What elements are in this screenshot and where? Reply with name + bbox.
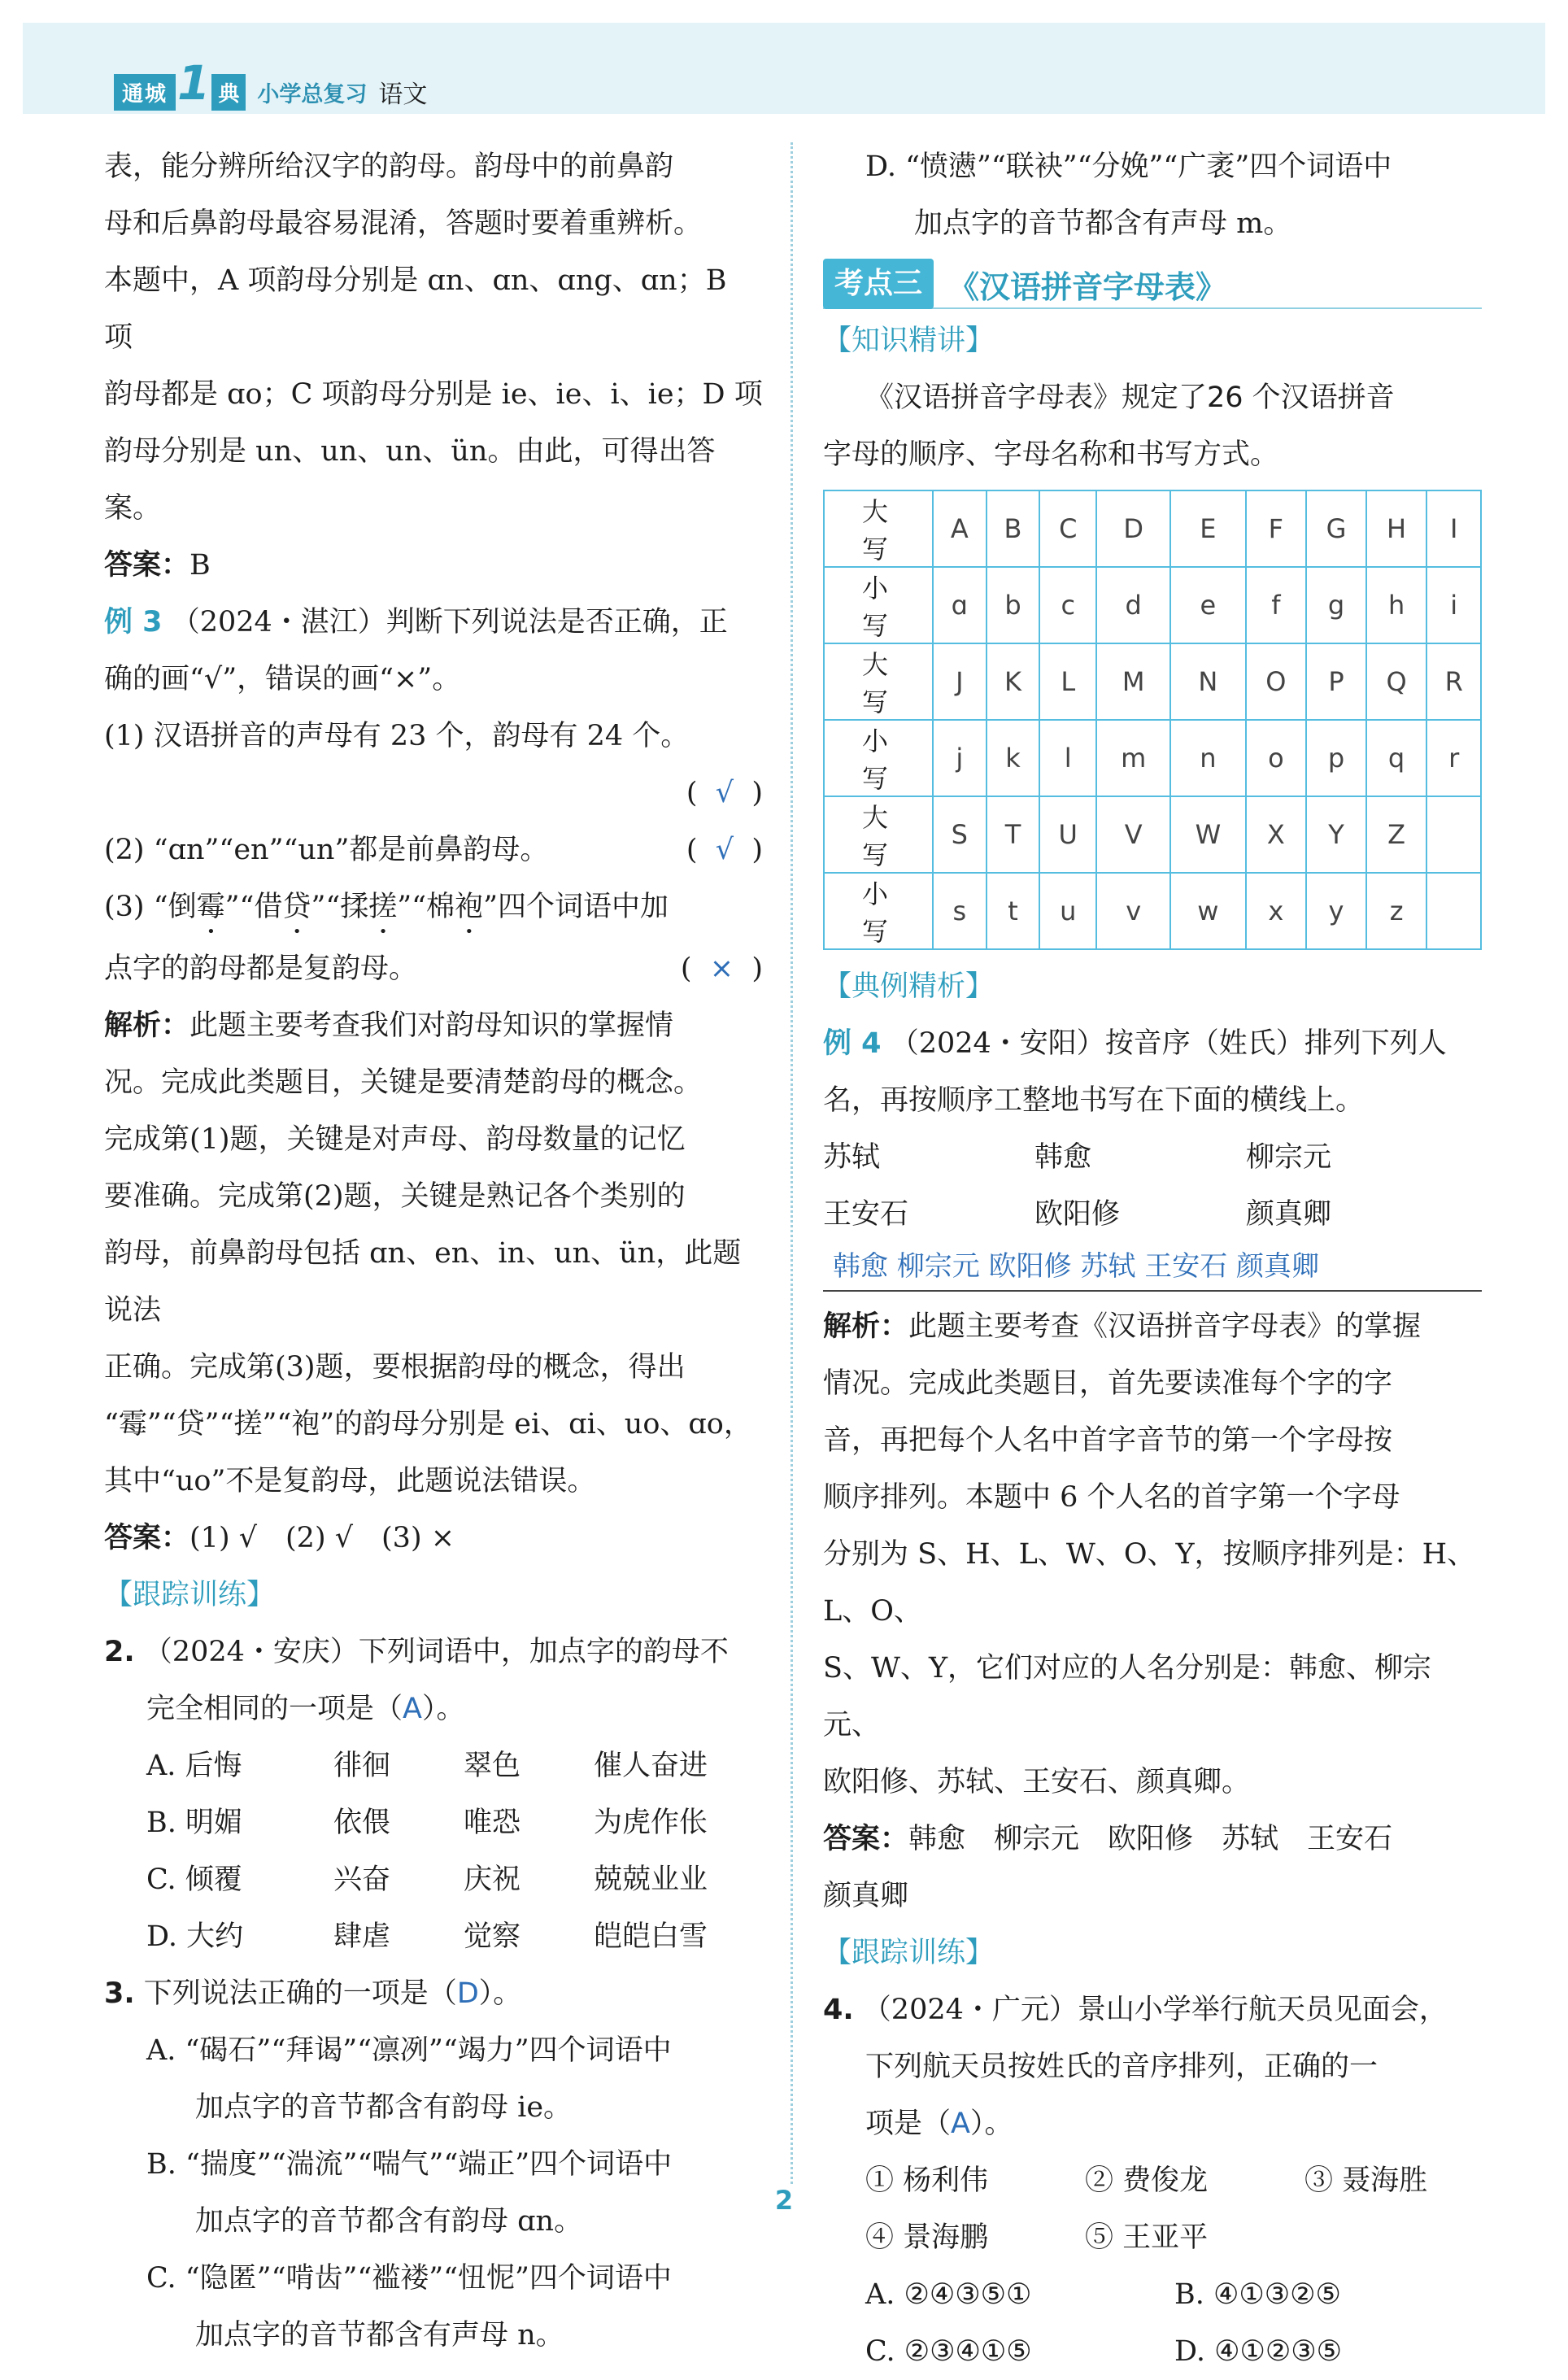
example-text: （2024・湛江）判断下列说法是否正确，正	[171, 606, 728, 639]
name-item: 颜真卿	[1246, 1198, 1332, 1231]
keypoint-tag: 考点三	[823, 259, 934, 309]
option-item: D. ④①②③⑤	[1174, 2335, 1342, 2368]
alphabet-cell: t	[987, 873, 1040, 949]
name-item: 柳宗元	[1246, 1141, 1332, 1174]
alphabet-cell: R	[1426, 643, 1481, 720]
answer-value: B	[189, 549, 211, 582]
name-item: 苏轼	[823, 1141, 881, 1174]
ex3-q3b-text: 点字的韵母都是复韵母。	[104, 952, 418, 985]
answer-label: 答案：	[823, 1823, 909, 1855]
example-3	[104, 594, 763, 651]
q3-answer: D	[456, 1977, 479, 2010]
alphabet-row-label: 大 写	[824, 490, 933, 567]
alphabet-cell: Q	[1366, 643, 1427, 720]
alphabet-cell: K	[987, 643, 1040, 720]
analysis-line: 分别为 S、H、L、W、O、Y，按顺序排列是：H、L、O、	[823, 1538, 1476, 1628]
answer-value: 韩愈 柳宗元 欧阳修 苏轼 王安石	[908, 1823, 1393, 1855]
alphabet-cell: x	[1246, 873, 1307, 949]
ex3-q2-mark: √	[715, 834, 734, 866]
alphabet-cell: X	[1246, 796, 1307, 873]
q3-option-d: D. “愤懑”“联袂”“分娩”“广袤”四个词语中	[865, 150, 1392, 183]
analysis-line: 况。完成此类题目，关键是要清楚韵母的概念。	[104, 1066, 703, 1099]
ex3-q3a: (3) “倒霉”“借贷”“揉搓”“棉袍”四个词语中加	[104, 891, 669, 923]
person-item: ② 费俊龙	[1085, 2164, 1209, 2197]
alphabet-cell	[1426, 796, 1481, 873]
alphabet-cell: I	[1426, 490, 1481, 567]
alphabet-cell: o	[1246, 720, 1307, 796]
ex3-q1-mark-row: ( √ )	[686, 777, 763, 809]
q3-option-b-cont: 加点字的音节都含有韵母 ɑn。	[195, 2205, 583, 2238]
q2-line2: 完全相同的一项是（A）。	[146, 1693, 465, 1725]
alphabet-row	[824, 720, 1481, 796]
analysis-cont-line: 韵母都是 ɑo；C 项韵母分别是 ie、ie、i、ie；D 项	[104, 378, 763, 411]
alphabet-cell: l	[1039, 720, 1096, 796]
alphabet-cell: M	[1096, 643, 1170, 720]
alphabet-cell: F	[1246, 490, 1307, 567]
alphabet-row-label: 小 写	[824, 720, 933, 796]
alphabet-row	[824, 490, 1481, 567]
answer-label: 答案：	[104, 1522, 190, 1554]
q4-line3: 项是（A）。	[865, 2108, 1013, 2140]
alphabet-cell: T	[987, 796, 1040, 873]
name-list	[823, 1129, 1482, 1243]
alphabet-cell: E	[1170, 490, 1245, 567]
option-row: C. 倾覆 兴奋 庆祝 兢兢业业	[146, 1863, 708, 1896]
alphabet-cell	[1426, 873, 1481, 949]
right-column	[823, 138, 1482, 2380]
alphabet-cell: c	[1039, 567, 1096, 643]
option-item: A. ②④③⑤①	[865, 2278, 1032, 2311]
analysis-label: 解析：	[823, 1310, 909, 1343]
analysis-cont-line: 母和后鼻韵母最容易混淆，答题时要着重辨析。	[104, 207, 703, 240]
option-row: D. 大约 肆虐 觉察 皑皑白雪	[146, 1920, 708, 1953]
alphabet-cell: G	[1306, 490, 1366, 567]
brand-left: 通城	[114, 74, 176, 111]
analysis-line: 欧阳修、苏轼、王安石、颜真卿。	[823, 1766, 1251, 1798]
alphabet-cell: H	[1366, 490, 1427, 567]
alphabet-row	[824, 567, 1481, 643]
typical-heading: 【典例精析】	[823, 970, 995, 1003]
alphabet-cell: j	[933, 720, 987, 796]
analysis-line: 其中“uo”不是复韵母，此题说法错误。	[104, 1465, 596, 1497]
alphabet-cell: z	[1366, 873, 1427, 949]
name-item: 欧阳修	[1034, 1198, 1121, 1231]
person-item: ③ 聂海胜	[1304, 2164, 1428, 2197]
option-item: B. ④①③②⑤	[1174, 2278, 1341, 2311]
q2-answer: A	[403, 1693, 422, 1725]
intro-line1: 《汉语拼音字母表》规定了26 个汉语拼音	[865, 381, 1395, 414]
q4-line1: 4. （2024・广元）景山小学举行航天员见面会，	[823, 1994, 1448, 2026]
answer-3	[104, 1510, 763, 1567]
keypoint-banner	[823, 255, 1482, 312]
alphabet-cell: B	[987, 490, 1040, 567]
alphabet-row	[824, 796, 1481, 873]
alphabet-table	[823, 490, 1482, 950]
knowledge-heading: 【知识精讲】	[823, 325, 995, 357]
alphabet-cell: w	[1170, 873, 1245, 949]
example-4: 例 4 （2024・安阳）按音序（姓氏）排列下列人	[823, 1027, 1447, 1060]
q3-option-a-cont: 加点字的音节都含有韵母 ie。	[195, 2091, 573, 2124]
q4-answer: A	[951, 2108, 970, 2140]
example-label: 例 3	[104, 606, 163, 639]
analysis-3: 解析：此题主要考查我们对韵母知识的掌握情	[104, 1009, 674, 1042]
analysis-line: 正确。完成第(3)题，要根据韵母的概念，得出	[104, 1351, 686, 1384]
alphabet-cell: U	[1039, 796, 1096, 873]
subject-title: 语文	[378, 81, 428, 109]
alphabet-cell: O	[1246, 643, 1307, 720]
analysis-line: 韵母，前鼻韵母包括 ɑn、en、in、un、ün，此题说法	[104, 1237, 742, 1327]
name-item: 王安石	[823, 1198, 909, 1231]
option-item: C. ②③④①⑤	[865, 2335, 1032, 2368]
alphabet-cell: ɑ	[933, 567, 987, 643]
q3-option-b: B. “揣度”“湍流”“喘气”“端正”四个词语中	[146, 2148, 673, 2181]
q3-option-c: C. “隐匿”“啃齿”“褴褛”“忸怩”四个词语中	[146, 2262, 672, 2295]
example-4-line2: 名，再按顺序工整地书写在下面的横线上。	[823, 1084, 1365, 1117]
alphabet-cell: u	[1039, 873, 1096, 949]
ex4-answer-line: 韩愈 柳宗元 欧阳修 苏轼 王安石 颜真卿	[823, 1243, 1482, 1292]
q4-options	[823, 2266, 1482, 2380]
q2-line1: 2. （2024・安庆）下列词语中，加点字的韵母不	[104, 1636, 729, 1668]
alphabet-cell: D	[1096, 490, 1170, 567]
alphabet-cell: h	[1366, 567, 1427, 643]
name-item: 韩愈	[1034, 1141, 1092, 1174]
alphabet-row-label: 小 写	[824, 873, 933, 949]
answer-value: (1) √ (2) √ (3) ×	[189, 1522, 455, 1554]
question-number: 2.	[104, 1636, 135, 1668]
series-title: 小学总复习	[257, 81, 368, 107]
keypoint-title: 《汉语拼音字母表》	[948, 268, 1227, 305]
alphabet-cell: s	[933, 873, 987, 949]
alphabet-cell: m	[1096, 720, 1170, 796]
alphabet-cell: g	[1306, 567, 1366, 643]
alphabet-cell: i	[1426, 567, 1481, 643]
alphabet-cell: S	[933, 796, 987, 873]
question-number: 4.	[823, 1994, 854, 2026]
alphabet-cell: Z	[1366, 796, 1427, 873]
analysis-cont-line: 表，能分辨所给汉字的韵母。韵母中的前鼻韵	[104, 150, 674, 183]
q3-option-d-cont: 加点字的音节都含有声母 m。	[914, 207, 1292, 240]
ex3-q2: (2) “ɑn”“en”“un”都是前鼻韵母。 ( √ )	[104, 822, 763, 878]
brand-one: 1	[177, 55, 211, 111]
alphabet-cell: p	[1306, 720, 1366, 796]
alphabet-row	[824, 873, 1481, 949]
alphabet-cell: V	[1096, 796, 1170, 873]
alphabet-cell: A	[933, 490, 987, 567]
analysis-line: 情况。完成此类题目，首先要读准每个字的字	[823, 1367, 1393, 1400]
answer-4	[823, 1811, 1482, 1868]
analysis-line: 要准确。完成第(2)题，关键是熟记各个类别的	[104, 1180, 686, 1213]
analysis-line: 音，再把每个人名中首字音节的第一个字母按	[823, 1424, 1393, 1457]
q3-option-c-cont: 加点字的音节都含有声母 n。	[195, 2319, 564, 2352]
alphabet-cell: Y	[1306, 796, 1366, 873]
alphabet-cell: k	[987, 720, 1040, 796]
option-row: B. 明媚 依偎 唯恐 为虎作伥	[146, 1807, 708, 1839]
alphabet-cell: J	[933, 643, 987, 720]
alphabet-cell: e	[1170, 567, 1245, 643]
brand-right: 典	[211, 74, 246, 111]
alphabet-cell: f	[1246, 567, 1307, 643]
page-number: 2	[774, 2185, 794, 2216]
answer-prev	[104, 537, 763, 594]
alphabet-cell: b	[987, 567, 1040, 643]
q3-stem: 3. 下列说法正确的一项是（D）。	[104, 1977, 522, 2010]
answer-4-cont: 颜真卿	[823, 1880, 909, 1912]
person-item: ⑤ 王亚平	[1085, 2221, 1209, 2254]
intro-line2: 字母的顺序、字母名称和书写方式。	[823, 438, 1279, 471]
person-item: ① 杨利伟	[865, 2164, 989, 2197]
alphabet-row-label: 小 写	[824, 567, 933, 643]
person-item: ④ 景海鹏	[865, 2221, 989, 2254]
alphabet-cell: L	[1039, 643, 1096, 720]
example-label: 例 4	[823, 1027, 882, 1060]
option-row: A. 后悔 徘徊 翠色 催人奋进	[146, 1750, 708, 1782]
analysis-line: 顺序排列。本题中 6 个人名的首字第一个字母	[823, 1481, 1400, 1514]
left-column	[104, 138, 763, 2364]
q2-options	[104, 1737, 763, 1965]
alphabet-row	[824, 643, 1481, 720]
analysis-cont-line: 韵母分别是 un、un、un、ün。由此，可得出答案。	[104, 435, 716, 525]
alphabet-cell: r	[1426, 720, 1481, 796]
ex3-q3b: 点字的韵母都是复韵母。 ( × )	[104, 940, 763, 997]
analysis-line: “霉”“贷”“搓”“袍”的韵母分别是 ei、ɑi、uo、ɑo，	[104, 1408, 752, 1441]
q4-line2: 下列航天员按姓氏的音序排列，正确的一	[865, 2051, 1379, 2083]
alphabet-cell: P	[1306, 643, 1366, 720]
answer-label: 答案：	[104, 549, 190, 582]
ex3-q1: (1) 汉语拼音的声母有 23 个，韵母有 24 个。	[104, 720, 690, 752]
alphabet-row-label: 大 写	[824, 643, 933, 720]
example-text: 确的画“√”，错误的画“×”。	[104, 663, 461, 695]
ex3-q1-mark: √	[715, 777, 734, 809]
alphabet-cell: d	[1096, 567, 1170, 643]
tracking-heading: 【跟踪训练】	[104, 1579, 276, 1611]
q3-option-a: A. “碣石”“拜谒”“凛冽”“竭力”四个词语中	[146, 2034, 672, 2067]
ex3-q3-mark: ×	[709, 952, 734, 985]
alphabet-cell: N	[1170, 643, 1245, 720]
question-number: 3.	[104, 1977, 135, 2010]
analysis-line: 完成第(1)题，关键是对声母、韵母数量的记忆	[104, 1123, 686, 1156]
alphabet-cell: n	[1170, 720, 1245, 796]
analysis-cont-line: 本题中，A 项韵母分别是 ɑn、ɑn、ɑng、ɑn；B 项	[104, 264, 727, 354]
alphabet-cell: W	[1170, 796, 1245, 873]
brand-logo	[114, 55, 428, 111]
analysis-label: 解析：	[104, 1009, 190, 1042]
analysis-4: 解析：此题主要考查《汉语拼音字母表》的掌握	[823, 1310, 1422, 1343]
alphabet-row-label: 大 写	[824, 796, 933, 873]
analysis-line: S、W、Y，它们对应的人名分别是：韩愈、柳宗元、	[823, 1652, 1432, 1741]
alphabet-cell: q	[1366, 720, 1427, 796]
ex3-q2-text: (2) “ɑn”“en”“un”都是前鼻韵母。	[104, 834, 549, 866]
alphabet-cell: v	[1096, 873, 1170, 949]
alphabet-cell: C	[1039, 490, 1096, 567]
tracking-heading: 【跟踪训练】	[823, 1937, 995, 1969]
alphabet-cell: y	[1306, 873, 1366, 949]
